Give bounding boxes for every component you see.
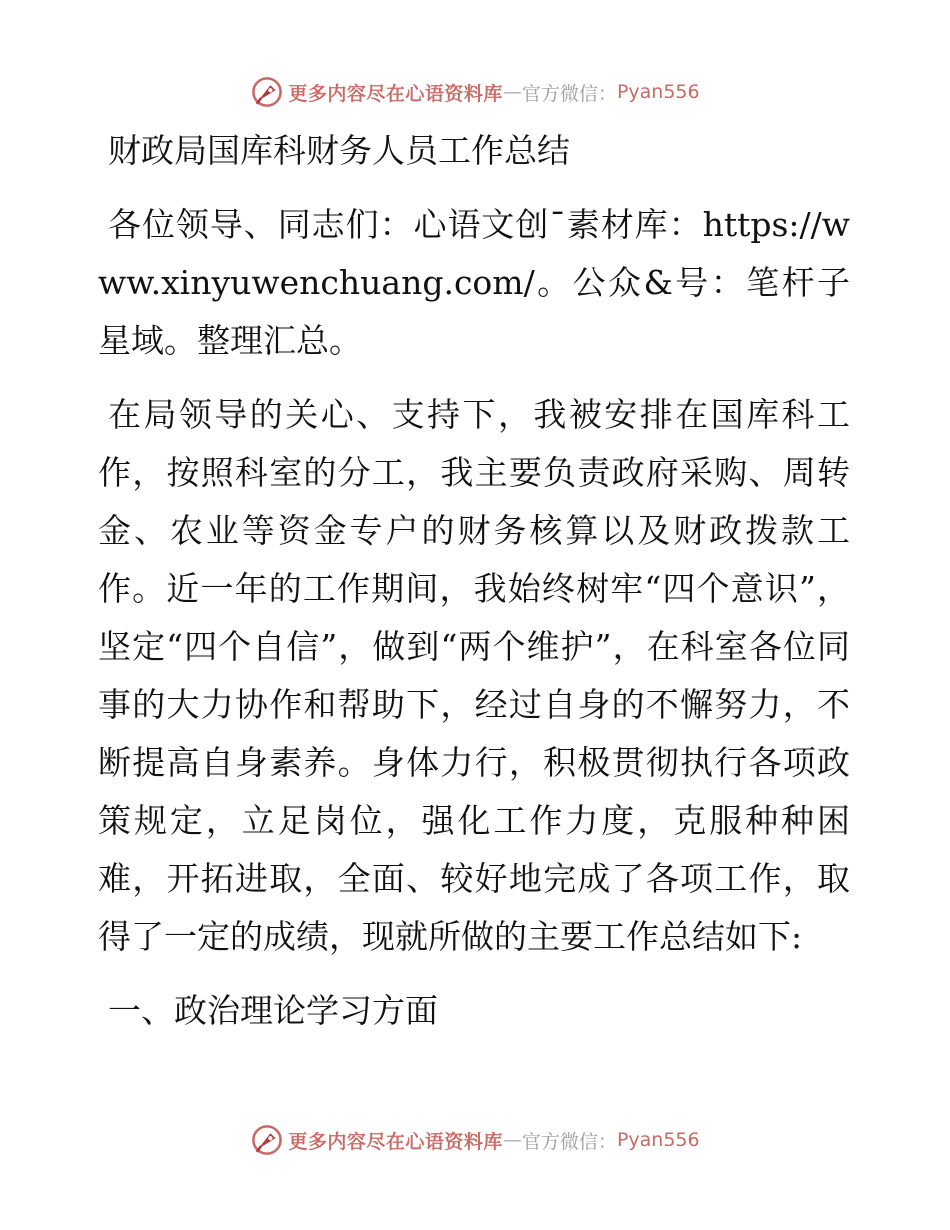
watermark-wechat-id: Pyan556 xyxy=(616,1129,700,1151)
document-body xyxy=(98,122,850,1040)
watermark-separator: — xyxy=(502,1129,522,1151)
watermark-library-text: 更多内容尽在心语资料库 xyxy=(288,82,503,105)
watermark-wechat-id: Pyan556 xyxy=(616,81,700,103)
pen-nib-logo-icon xyxy=(250,75,284,109)
watermark-banner-bottom xyxy=(0,1120,950,1160)
section-heading-1: 一、政治理论学习方面 xyxy=(108,991,438,1030)
document-title: 财政局国库科财务人员工作总结 xyxy=(108,131,570,170)
watermark-library-text: 更多内容尽在心语资料库 xyxy=(288,1130,503,1153)
watermark-wechat-label: 官方微信： xyxy=(521,82,617,105)
intro-paragraph: 在局领导的关心、支持下，我被安排在国库科工作，按照科室的分工，我主要负责政府采购、周转金、农业等资金专户的财务核算以及财政拨款工作。近一年的工作期间，我始终树牢“四个意识”，坚定“四个自信”，做到“两个维护”，在科室各位同事的大力协作和帮助下，经过自身的不懈努力，不断提高自身素养。身体力行，积极贯彻执行各项政策规定，立足岗位，强化工作力度，克服种种困难，开拓进取，全面、较好地完成了各项工作，取得了一定的成绩，现就所做的主要工作总结如下: xyxy=(98,395,850,956)
watermark-separator: — xyxy=(502,81,522,103)
watermark-banner-top xyxy=(0,72,950,112)
pen-nib-logo-icon xyxy=(250,1123,284,1157)
watermark-wechat-label: 官方微信： xyxy=(521,1130,617,1153)
greeting-paragraph: 各位领导、同志们：心语文创¯素材库：https://www.xinyuwenchuang.com/。公众&号：笔杆子星域。整理汇总。 xyxy=(98,205,850,360)
